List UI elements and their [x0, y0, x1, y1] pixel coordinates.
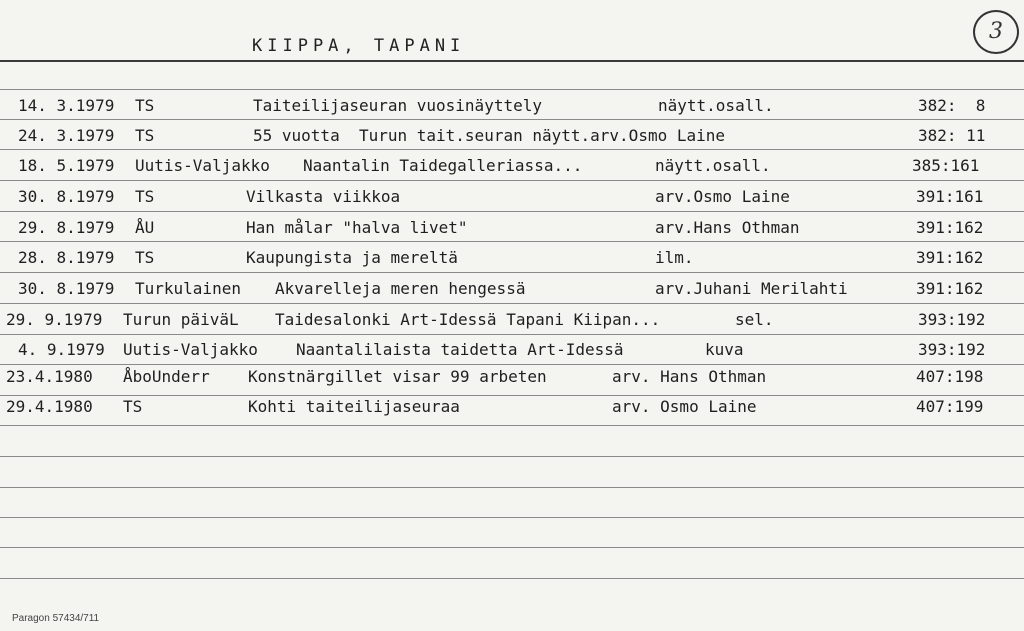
- entry-title: Naantalilaista taidetta Art-Idessä: [296, 340, 624, 359]
- entry-source: ÅboUnderr: [123, 367, 210, 386]
- ruled-line: [0, 578, 1024, 579]
- entry-row: [0, 93, 1024, 119]
- entry-source: Uutis-Valjakko: [123, 340, 258, 359]
- entry-note: näytt.osall.: [655, 156, 771, 175]
- entry-reference: 407:198: [916, 367, 984, 386]
- entry-source: TS: [135, 96, 155, 115]
- entry-row: [0, 153, 1024, 179]
- ruled-line: [0, 241, 1024, 242]
- entry-reference: 393:192: [918, 310, 986, 329]
- entry-row: [0, 276, 1024, 302]
- entry-row: [0, 364, 1024, 390]
- entry-reference: 393:192: [918, 340, 986, 359]
- entry-source: Uutis-Valjakko: [135, 156, 270, 175]
- ruled-line: [0, 487, 1024, 488]
- entry-note: ilm.: [655, 248, 694, 267]
- entry-source: Turkulainen: [135, 279, 241, 298]
- entry-reference: 382: 11: [918, 126, 986, 145]
- entry-note: arv.Osmo Laine: [655, 187, 790, 206]
- ruled-line: [0, 303, 1024, 304]
- entry-source: TS: [135, 126, 155, 145]
- ruled-line: [0, 334, 1024, 335]
- entry-date: 4. 9.1979: [18, 340, 105, 359]
- entry-title: Kohti taiteilijaseuraa: [248, 397, 460, 416]
- entry-row: [0, 337, 1024, 363]
- entry-title: 55 vuotta Turun tait.seuran näytt.arv.Osmo Laine: [253, 126, 726, 145]
- entry-source: TS: [135, 248, 155, 267]
- entry-note: arv.Juhani Merilahti: [655, 279, 848, 298]
- entry-date: 23.4.1980: [6, 367, 93, 386]
- entry-note: arv. Hans Othman: [612, 367, 767, 386]
- entry-row: [0, 184, 1024, 210]
- ruled-line: [0, 180, 1024, 181]
- entry-reference: 391:162: [916, 248, 984, 267]
- card-footer: Paragon 57434/711: [12, 613, 100, 624]
- entry-title: Taidesalonki Art-Idessä Tapani Kiipan...: [275, 310, 661, 329]
- entry-title: Vilkasta viikkoa: [246, 187, 401, 206]
- entry-row: [0, 245, 1024, 271]
- entry-reference: 391:162: [916, 218, 984, 237]
- ruled-line: [0, 89, 1024, 90]
- entry-note: sel.: [735, 310, 774, 329]
- entry-title: Taiteilijaseuran vuosinäyttely: [253, 96, 542, 115]
- entry-row: [0, 307, 1024, 333]
- entry-reference: 385:161: [912, 156, 980, 175]
- entry-source: Turun päiväL: [123, 310, 239, 329]
- entry-date: 28. 8.1979: [18, 248, 115, 267]
- entry-date: 29. 8.1979: [18, 218, 115, 237]
- entry-date: 14. 3.1979: [18, 96, 115, 115]
- card-title: KIIPPA, TAPANI: [252, 36, 466, 56]
- entry-note: arv. Osmo Laine: [612, 397, 757, 416]
- entry-note: kuva: [705, 340, 744, 359]
- entry-reference: 391:161: [916, 187, 984, 206]
- entry-date: 30. 8.1979: [18, 279, 115, 298]
- entry-row: [0, 215, 1024, 241]
- entry-date: 24. 3.1979: [18, 126, 115, 145]
- entry-note: arv.Hans Othman: [655, 218, 800, 237]
- ruled-line: [0, 456, 1024, 457]
- entry-date: 18. 5.1979: [18, 156, 115, 175]
- entry-title: Naantalin Taidegalleriassa...: [303, 156, 583, 175]
- entry-reference: 391:162: [916, 279, 984, 298]
- entry-row: [0, 123, 1024, 149]
- ruled-line: [0, 547, 1024, 548]
- ruled-line: [0, 60, 1024, 62]
- entry-date: 29. 9.1979: [6, 310, 103, 329]
- ruled-line: [0, 425, 1024, 426]
- entry-row: [0, 394, 1024, 420]
- entry-date: 29.4.1980: [6, 397, 93, 416]
- entry-reference: 382: 8: [918, 96, 986, 115]
- entry-title: Konstnärgillet visar 99 arbeten: [248, 367, 547, 386]
- entry-title: Kaupungista ja mereltä: [246, 248, 458, 267]
- ruled-line: [0, 272, 1024, 273]
- card-number-circle: 3: [973, 10, 1019, 54]
- entry-title: Han målar "halva livet": [246, 218, 468, 237]
- entry-source: ÅU: [135, 218, 155, 237]
- entry-source: TS: [135, 187, 155, 206]
- ruled-line: [0, 119, 1024, 120]
- entry-reference: 407:199: [916, 397, 984, 416]
- entry-note: näytt.osall.: [658, 96, 774, 115]
- entry-source: TS: [123, 397, 143, 416]
- entry-date: 30. 8.1979: [18, 187, 115, 206]
- entry-title: Akvarelleja meren hengessä: [275, 279, 526, 298]
- ruled-line: [0, 211, 1024, 212]
- ruled-line: [0, 517, 1024, 518]
- ruled-line: [0, 149, 1024, 150]
